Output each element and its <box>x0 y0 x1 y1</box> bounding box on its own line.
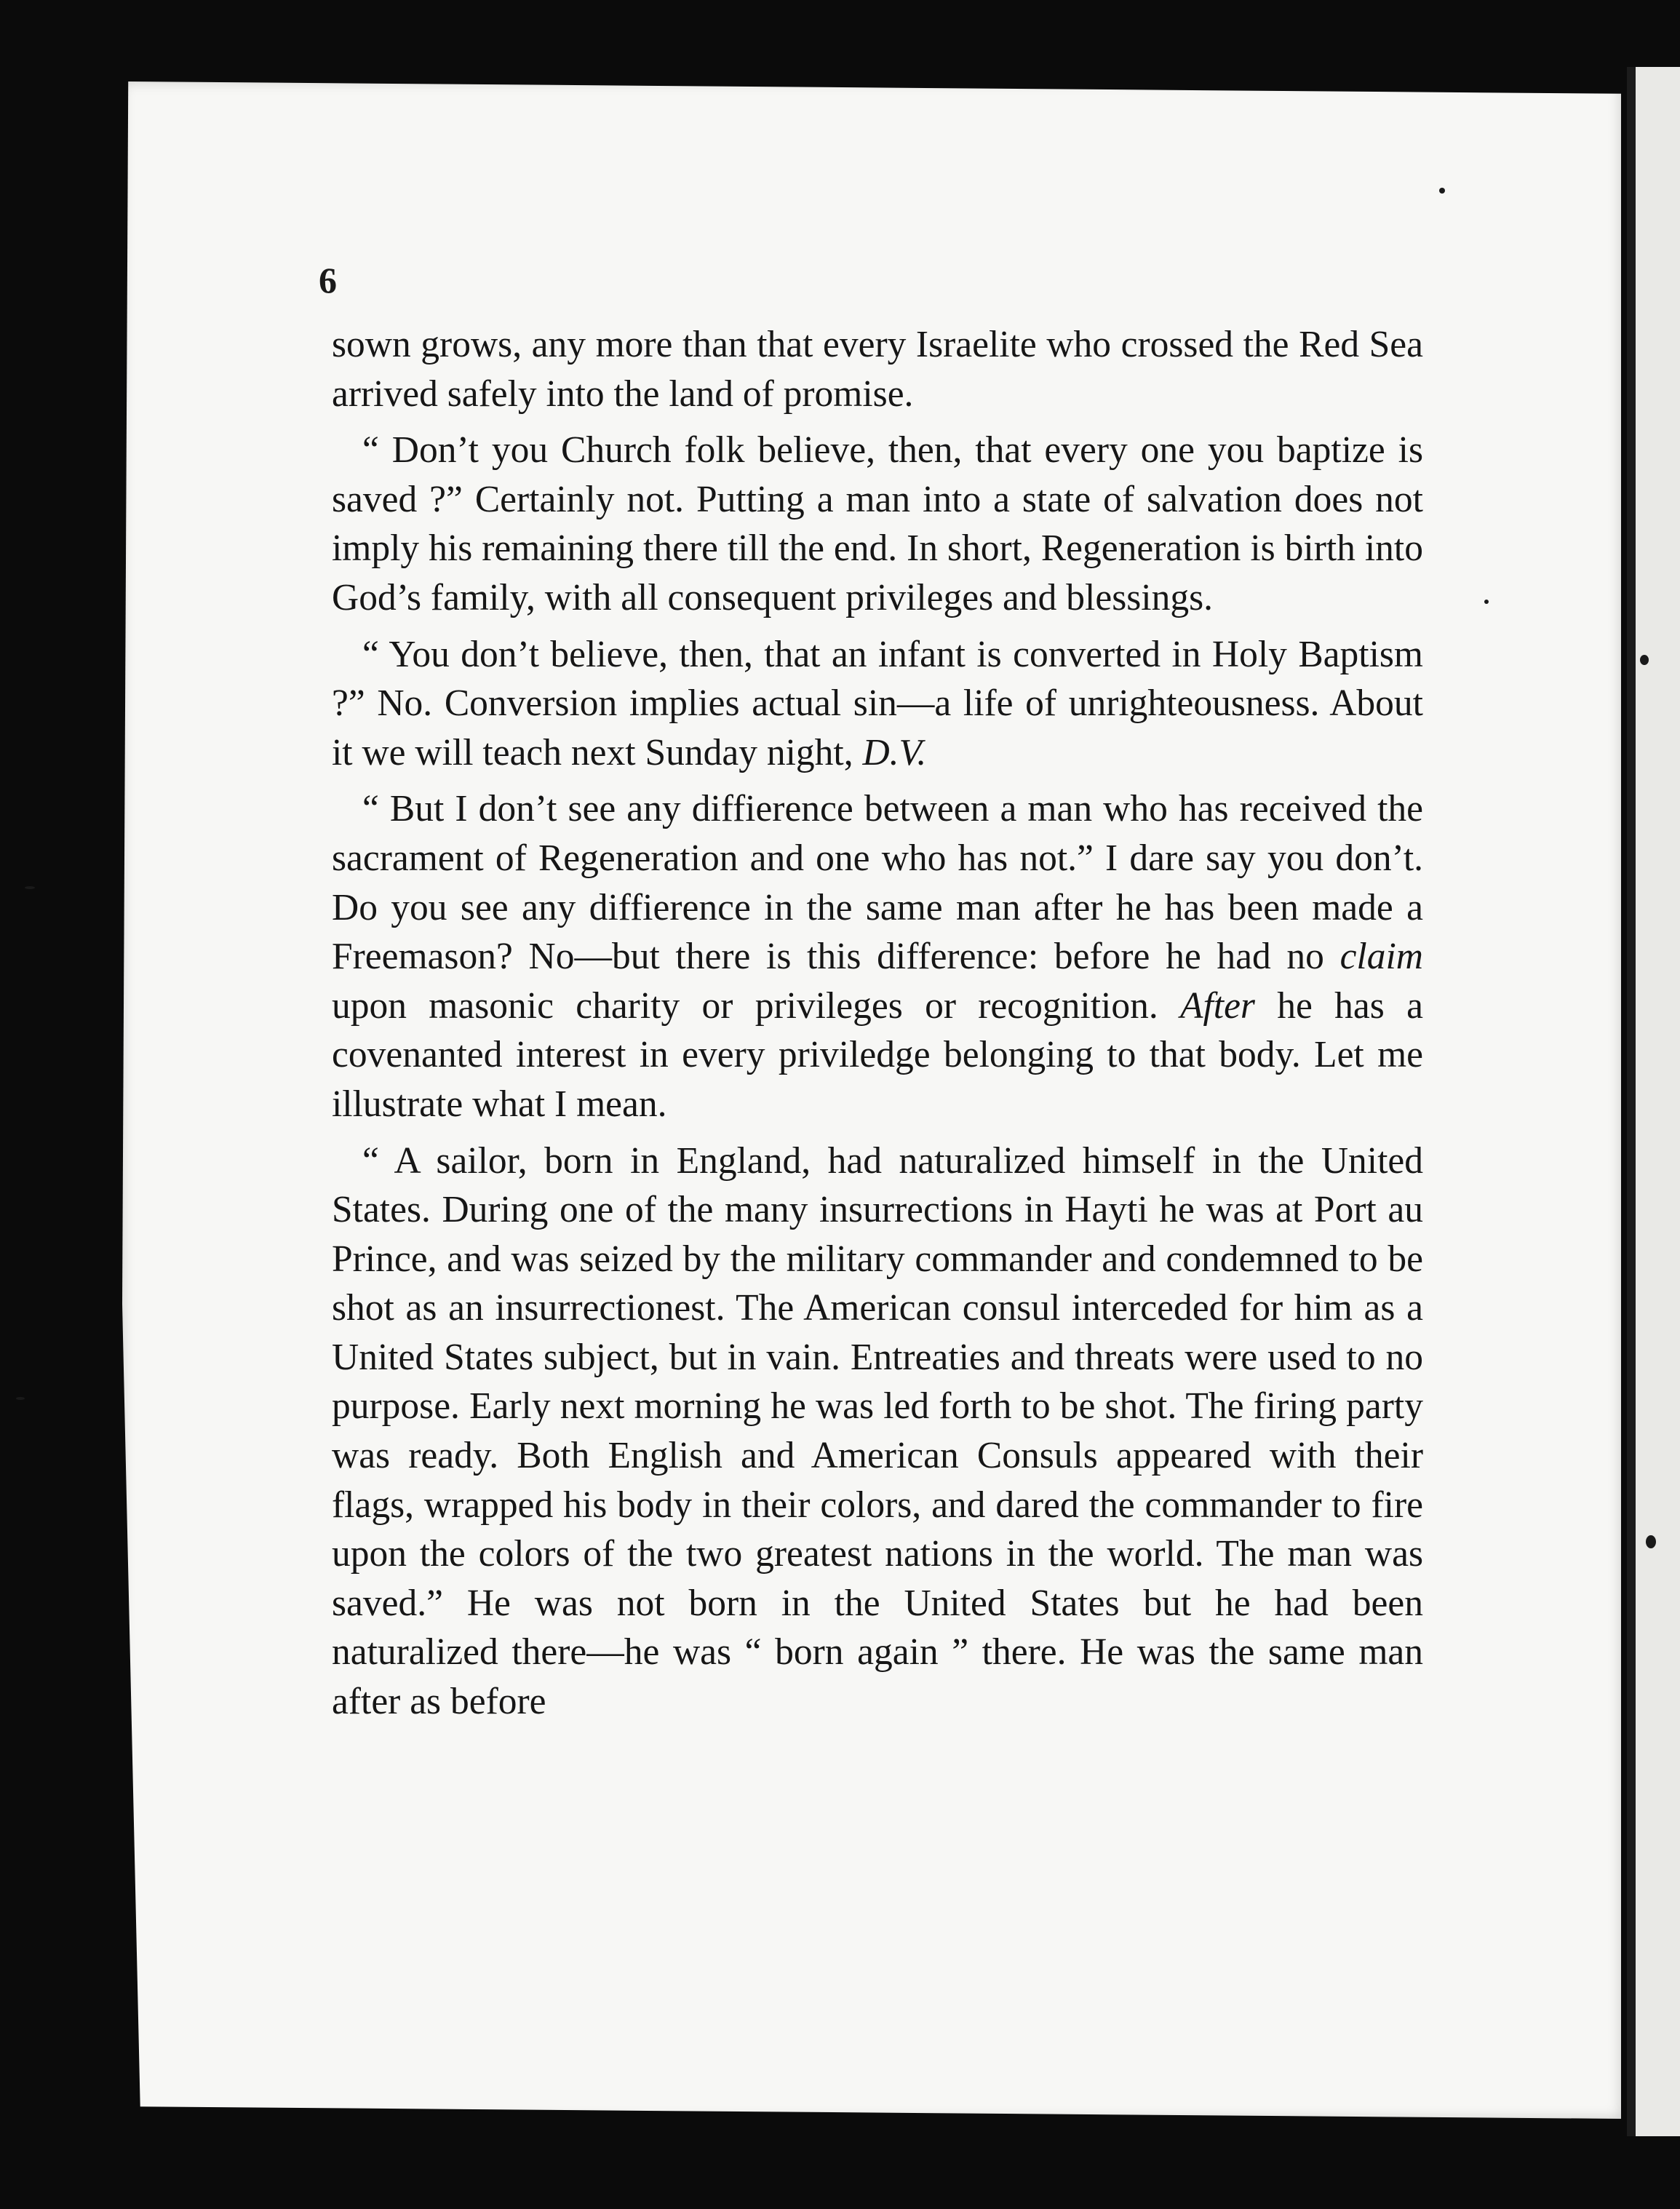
page-gutter-line <box>1627 67 1636 2136</box>
paragraph-text: sown grows, any more than that every Israelite who crossed the Red Sea arrived safely into the land of promise. <box>332 324 1423 415</box>
paragraph-text: upon masonic charity or privileges or recognition. <box>332 984 1180 1027</box>
paragraph-text: he has a covenanted interest in every priviledge belonging to that body. Let me illustrate what I mean. <box>332 984 1423 1125</box>
paragraph-p2 <box>332 426 1423 622</box>
paragraph-p3 <box>332 630 1423 778</box>
paragraph-p1 <box>332 320 1423 418</box>
paragraph-text: “ Don’t you Church folk believe, then, that every one you baptize is saved ?” Certainly not. Putting a man into a state of salvation does not imply his remaining there till the end. In short, Regeneration is birth into God’s family, with all consequent privileges and blessings. <box>332 429 1423 618</box>
scan-speck <box>1484 600 1489 604</box>
italic-text: D.V. <box>862 731 927 773</box>
page-number: 6 <box>319 260 337 300</box>
italic-text: claim <box>1339 936 1423 978</box>
scan-speck <box>16 1397 25 1400</box>
paragraph-text: “ A sailor, born in England, had naturalized himself in the United States. During one of the many insurrections in Hayti he was at Port au Prince, and was seized by the military commander and condemned to be shot as an insurrectionest. The American consul interceded for him as a United States subject, but in vain. Entreaties and threats were used to no purpose. Early next morning he was led forth to be shot. The firing party was ready. Both English and American Consuls appeared with their flags, wrapped his body in their colors, and dared the commander to fire upon the colors of the two greatest nations in the world. The man was saved.” He was not born in the United States but he had been naturalized there—he was “ born again ” there. He was the same man after as before <box>332 1139 1423 1723</box>
scan-speck <box>1646 1535 1656 1548</box>
page-body-text <box>332 320 1423 1734</box>
paragraph-p4 <box>332 784 1423 1129</box>
paragraph-text: “ But I don’t see any diffierence between a man who has received the sacrament of Regeneration and one who has not.” I dare say you don’t. Do you see any diffierence in the same man after he has been made a Freemason? No—but there is this difference: before he had no <box>332 788 1423 978</box>
scan-speck <box>1439 188 1445 194</box>
italic-text: After <box>1180 984 1255 1027</box>
paragraph-p5 <box>332 1137 1423 1727</box>
scan-speck <box>25 886 35 889</box>
paragraph-text: “ You don’t believe, then, that an infant is converted in Holy Baptism ?” No. Conversion implies actual sin—a life of unrighteousness. About it we will teach next Sunday night, <box>332 633 1423 773</box>
scan-speck <box>1640 655 1649 665</box>
